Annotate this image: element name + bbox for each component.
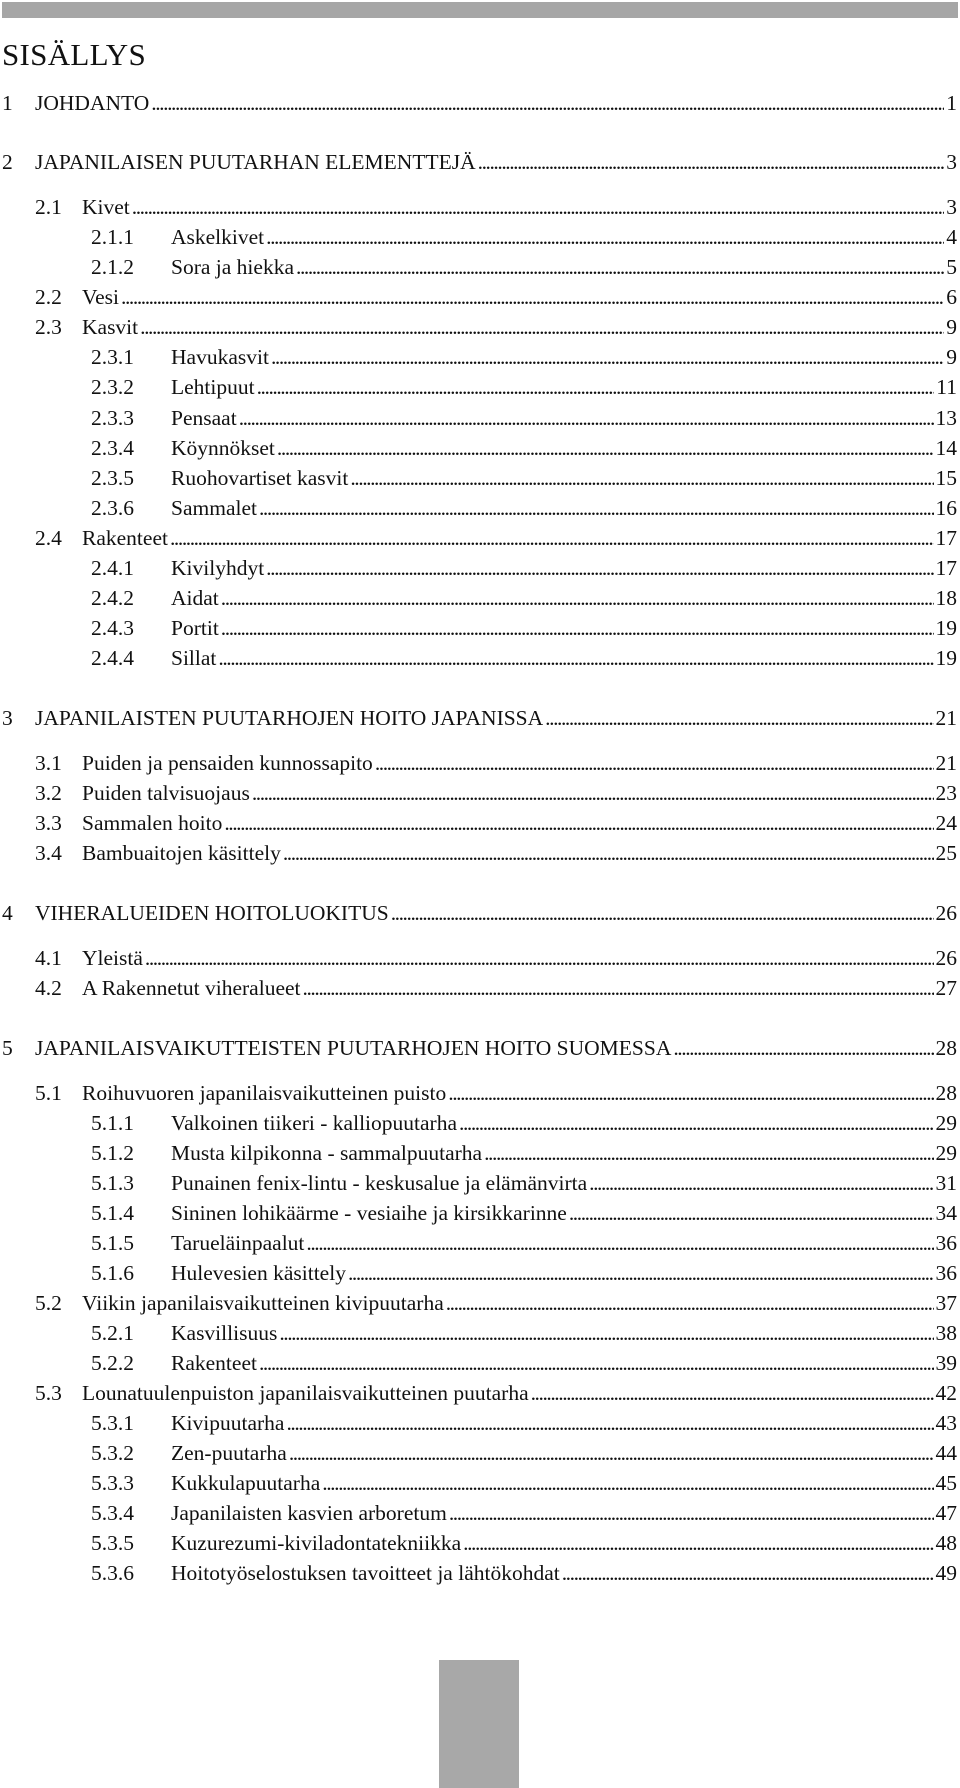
toc-leader-dots <box>531 1379 934 1407</box>
toc-entry-label: Portit <box>171 616 219 640</box>
toc-entry-1[interactable] <box>2 89 957 117</box>
toc-entry-label: Rakenteet <box>171 1351 257 1375</box>
toc-leader-dots <box>277 434 934 462</box>
toc-entry-5-1-5[interactable] <box>91 1229 957 1257</box>
toc-entry-4-2[interactable] <box>35 974 957 1002</box>
toc-entry-label: Sora ja hiekka <box>171 255 294 279</box>
toc-entry-label: JAPANILAISVAIKUTTEISTEN PUUTARHOJEN HOITO SUOMESSA <box>35 1036 672 1060</box>
toc-leader-dots <box>140 313 944 341</box>
toc-entry-label: Vesi <box>82 285 120 309</box>
toc-entry-3-3[interactable] <box>35 809 957 837</box>
toc-entry-label: JAPANILAISEN PUUTARHAN ELEMENTTEJÄ <box>35 150 476 174</box>
toc-entry-page: 23 <box>935 781 957 805</box>
toc-entry-page: 31 <box>935 1171 957 1195</box>
toc-entry-page: 36 <box>935 1261 957 1285</box>
toc-entry-label: Kasvillisuus <box>171 1321 278 1345</box>
toc-entry-page: 28 <box>935 1081 957 1105</box>
toc-entry-5-3-5[interactable] <box>91 1529 957 1557</box>
toc-entry-label: Sammalen hoito <box>82 811 223 835</box>
toc-leader-dots <box>562 1559 934 1587</box>
toc-entry-label: Zen-puutarha <box>171 1441 287 1465</box>
toc-entry-5-1-4[interactable] <box>91 1199 957 1227</box>
toc-entry-5[interactable] <box>2 1034 957 1062</box>
toc-entry-2-3-3[interactable] <box>91 404 957 432</box>
toc-entry-number: 5.3.6 <box>91 1561 134 1585</box>
toc-leader-dots <box>145 944 934 972</box>
toc-entry-number: 4 <box>2 901 13 925</box>
toc-entry-page: 4 <box>946 225 957 249</box>
toc-entry-label: Kukkulapuutarha <box>171 1471 321 1495</box>
toc-entry-2[interactable] <box>2 148 957 176</box>
toc-entry-number: 5 <box>2 1036 13 1060</box>
toc-entry-label: JOHDANTO <box>35 91 150 115</box>
toc-entry-page: 5 <box>946 255 957 279</box>
toc-entry-number: 5.1.5 <box>91 1231 134 1255</box>
toc-entry-number: 2.3.1 <box>91 345 134 369</box>
toc-entry-label: Bambuaitojen käsittely <box>82 841 281 865</box>
toc-entry-number: 5.1 <box>35 1081 62 1105</box>
toc-entry-label: Puiden ja pensaiden kunnossapito <box>82 751 373 775</box>
toc-entry-number: 5.3.3 <box>91 1471 134 1495</box>
toc-entry-page: 29 <box>935 1111 957 1135</box>
toc-entry-number: 5.3.5 <box>91 1531 134 1555</box>
toc-leader-dots <box>271 343 944 371</box>
toc-entry-2-3-2[interactable] <box>91 373 957 401</box>
toc-entry-page: 11 <box>936 375 957 399</box>
toc-entry-number: 2.3.6 <box>91 496 134 520</box>
toc-entry-page: 37 <box>935 1291 957 1315</box>
toc-entry-page: 45 <box>935 1471 957 1495</box>
toc-leader-dots <box>218 644 933 672</box>
toc-entry-3-1[interactable] <box>35 749 957 777</box>
toc-entry-label: Viikin japanilaisvaikutteinen kivipuutarha <box>82 1291 444 1315</box>
toc-entry-number: 2.4 <box>35 526 62 550</box>
toc-leader-dots <box>170 524 934 552</box>
toc-entry-page: 17 <box>935 526 957 550</box>
toc-entry-number: 2.3.3 <box>91 406 134 430</box>
toc-entry-2-3-4[interactable] <box>91 434 957 462</box>
toc-entry-2-1-2[interactable] <box>91 253 957 281</box>
toc-entry-page: 15 <box>935 466 957 490</box>
toc-entry-2-4-1[interactable] <box>91 554 957 582</box>
toc-entry-5-1[interactable] <box>35 1079 957 1107</box>
page-footer-block <box>439 1660 519 1788</box>
page-title: SISÄLLYS <box>2 37 146 72</box>
toc-entry-label: Sininen lohikäärme - vesiaihe ja kirsikkarinne <box>171 1201 567 1225</box>
toc-entry-3[interactable] <box>2 704 957 732</box>
toc-leader-dots <box>283 839 934 867</box>
toc-leader-dots <box>569 1199 934 1227</box>
toc-entry-page: 28 <box>935 1036 957 1060</box>
toc-leader-dots <box>221 614 934 642</box>
toc-leader-dots <box>391 899 934 927</box>
toc-leader-dots <box>224 809 933 837</box>
toc-entry-number: 5.3.4 <box>91 1501 134 1525</box>
toc-entry-label: Köynnökset <box>171 436 275 460</box>
toc-entry-page: 49 <box>935 1561 957 1585</box>
toc-entry-number: 3 <box>2 706 13 730</box>
toc-entry-number: 2.1.1 <box>91 225 134 249</box>
toc-entry-number: 5.1.4 <box>91 1201 134 1225</box>
toc-entry-label: Kivilyhdyt <box>171 556 265 580</box>
toc-entry-page: 47 <box>935 1501 957 1525</box>
toc-entry-5-1-6[interactable] <box>91 1259 957 1287</box>
toc-entry-2-2[interactable] <box>35 283 957 311</box>
toc-entry-2-4-2[interactable] <box>91 584 957 612</box>
toc-entry-page: 39 <box>935 1351 957 1375</box>
toc-entry-label: JAPANILAISTEN PUUTARHOJEN HOITO JAPANISSA <box>35 706 544 730</box>
toc-leader-dots <box>296 253 944 281</box>
toc-entry-number: 2.1.2 <box>91 255 134 279</box>
toc-entry-page: 9 <box>946 345 957 369</box>
toc-leader-dots <box>484 1139 933 1167</box>
toc-entry-label: Ruohovartiset kasvit <box>171 466 349 490</box>
toc-leader-dots <box>463 1529 933 1557</box>
toc-entry-label: Sammalet <box>171 496 257 520</box>
toc-entry-number: 2.1 <box>35 195 62 219</box>
toc-entry-number: 5.1.1 <box>91 1111 134 1135</box>
toc-entry-label: Kasvit <box>82 315 139 339</box>
toc-entry-label: Kivipuutarha <box>171 1411 285 1435</box>
toc-entry-4-1[interactable] <box>35 944 957 972</box>
toc-entry-page: 13 <box>935 406 957 430</box>
toc-entry-page: 21 <box>935 706 957 730</box>
toc-entry-page: 16 <box>935 496 957 520</box>
toc-entry-number: 3.3 <box>35 811 62 835</box>
toc-entry-number: 5.2.1 <box>91 1321 134 1345</box>
toc-leader-dots <box>322 1469 933 1497</box>
toc-entry-5-2-2[interactable] <box>91 1349 957 1377</box>
toc-entry-5-2-1[interactable] <box>91 1319 957 1347</box>
toc-entry-label: Puiden talvisuojaus <box>82 781 250 805</box>
toc-entry-page: 19 <box>935 616 957 640</box>
toc-entry-number: 5.3.1 <box>91 1411 134 1435</box>
toc-entry-label: Havukasvit <box>171 345 269 369</box>
toc-leader-dots <box>348 1259 934 1287</box>
toc-entry-label: Aidat <box>171 586 219 610</box>
toc-leader-dots <box>259 494 934 522</box>
toc-entry-number: 3.1 <box>35 751 62 775</box>
toc-leader-dots <box>286 1409 933 1437</box>
toc-entry-number: 5.2 <box>35 1291 62 1315</box>
toc-leader-dots <box>478 148 945 176</box>
toc-entry-number: 2 <box>2 150 13 174</box>
toc-entry-number: 2.3.2 <box>91 375 134 399</box>
toc-entry-page: 3 <box>946 150 957 174</box>
toc-entry-number: 2.3.5 <box>91 466 134 490</box>
toc-entry-page: 44 <box>935 1441 957 1465</box>
toc-entry-label: Kuzurezumi-kiviladontatekniikka <box>171 1531 462 1555</box>
toc-entry-page: 42 <box>935 1381 957 1405</box>
toc-entry-2-3-5[interactable] <box>91 464 957 492</box>
toc-entry-number: 2.2 <box>35 285 62 309</box>
toc-entry-page: 29 <box>935 1141 957 1165</box>
toc-entry-label: Japanilaisten kasvien arboretum <box>171 1501 447 1525</box>
toc-leader-dots <box>221 584 934 612</box>
toc-leader-dots <box>375 749 934 777</box>
toc-entry-number: 2.3.4 <box>91 436 134 460</box>
toc-entry-number: 2.4.2 <box>91 586 134 610</box>
toc-entry-page: 25 <box>935 841 957 865</box>
toc-entry-number: 2.4.3 <box>91 616 134 640</box>
toc-entry-label: Yleistä <box>82 946 143 970</box>
toc-entry-5-3-4[interactable] <box>91 1499 957 1527</box>
toc-entry-5-1-2[interactable] <box>91 1139 957 1167</box>
toc-entry-4[interactable] <box>2 899 957 927</box>
toc-entry-page: 1 <box>946 91 957 115</box>
toc-entry-label: Valkoinen tiikeri - kalliopuutarha <box>171 1111 457 1135</box>
toc-leader-dots <box>266 223 944 251</box>
toc-entry-number: 1 <box>2 91 13 115</box>
toc-entry-5-3-1[interactable] <box>91 1409 957 1437</box>
toc-entry-3-2[interactable] <box>35 779 957 807</box>
toc-entry-page: 17 <box>935 556 957 580</box>
toc-entry-number: 4.2 <box>35 976 62 1000</box>
toc-entry-label: Punainen fenix-lintu - keskusalue ja elämänvirta <box>171 1171 588 1195</box>
toc-entry-5-1-1[interactable] <box>91 1109 957 1137</box>
toc-leader-dots <box>279 1319 933 1347</box>
toc-entry-number: 5.3.2 <box>91 1441 134 1465</box>
toc-entry-label: Kivet <box>82 195 130 219</box>
toc-leader-dots <box>259 1349 934 1377</box>
toc-entry-5-1-3[interactable] <box>91 1169 957 1197</box>
toc-entry-5-3-6[interactable] <box>91 1559 957 1587</box>
toc-entry-page: 24 <box>935 811 957 835</box>
toc-entry-number: 5.1.3 <box>91 1171 134 1195</box>
toc-entry-number: 5.1.6 <box>91 1261 134 1285</box>
toc-entry-number: 2.4.1 <box>91 556 134 580</box>
toc-leader-dots <box>289 1439 934 1467</box>
toc-entry-label: Pensaat <box>171 406 237 430</box>
toc-entry-label: Rakenteet <box>82 526 168 550</box>
toc-entry-5-2[interactable] <box>35 1289 957 1317</box>
toc-leader-dots <box>121 283 944 311</box>
toc-entry-5-3[interactable] <box>35 1379 957 1407</box>
toc-entry-page: 18 <box>935 586 957 610</box>
toc-entry-2-4[interactable] <box>35 524 957 552</box>
toc-leader-dots <box>151 89 944 117</box>
toc-leader-dots <box>350 464 933 492</box>
toc-entry-number: 2.3 <box>35 315 62 339</box>
toc-entry-page: 36 <box>935 1231 957 1255</box>
toc-entry-number: 2.4.4 <box>91 646 134 670</box>
toc-entry-3-4[interactable] <box>35 839 957 867</box>
toc-entry-page: 34 <box>935 1201 957 1225</box>
toc-leader-dots <box>446 1289 934 1317</box>
toc-entry-number: 5.2.2 <box>91 1351 134 1375</box>
toc-entry-2-4-3[interactable] <box>91 614 957 642</box>
toc-leader-dots <box>303 974 934 1002</box>
toc-entry-number: 5.1.2 <box>91 1141 134 1165</box>
toc-leader-dots <box>239 404 934 432</box>
toc-entry-page: 6 <box>946 285 957 309</box>
toc-entry-label: VIHERALUEIDEN HOITOLUOKITUS <box>35 901 389 925</box>
toc-entry-label: Lehtipuut <box>171 375 255 399</box>
toc-entry-page: 48 <box>935 1531 957 1555</box>
toc-entry-label: Musta kilpikonna - sammalpuutarha <box>171 1141 483 1165</box>
toc-leader-dots <box>673 1034 933 1062</box>
toc-entry-page: 26 <box>935 901 957 925</box>
toc-entry-page: 43 <box>935 1411 957 1435</box>
toc-entry-2-1[interactable] <box>35 193 957 221</box>
toc-entry-page: 27 <box>935 976 957 1000</box>
toc-entry-label: Tarueläinpaalut <box>171 1231 305 1255</box>
toc-entry-label: A Rakennetut viheralueet <box>82 976 301 1000</box>
toc-leader-dots <box>306 1229 933 1257</box>
toc-entry-page: 38 <box>935 1321 957 1345</box>
toc-entry-label: Askelkivet <box>171 225 265 249</box>
toc-entry-number: 4.1 <box>35 946 62 970</box>
toc-entry-page: 26 <box>935 946 957 970</box>
toc-entry-number: 3.4 <box>35 841 62 865</box>
toc-entry-label: Sillat <box>171 646 217 670</box>
toc-entry-label: Hulevesien käsittely <box>171 1261 346 1285</box>
toc-leader-dots <box>257 373 935 401</box>
toc-entry-2-4-4[interactable] <box>91 644 957 672</box>
toc-entry-2-3-1[interactable] <box>91 343 957 371</box>
toc-leader-dots <box>545 704 933 732</box>
toc-entry-label: Hoitotyöselostuksen tavoitteet ja lähtökohdat <box>171 1561 560 1585</box>
toc-entry-page: 9 <box>946 315 957 339</box>
toc-entry-label: Lounatuulenpuiston japanilaisvaikutteinen puutarha <box>82 1381 529 1405</box>
toc-entry-2-3-6[interactable] <box>91 494 957 522</box>
toc-leader-dots <box>132 193 944 221</box>
toc-entry-label: Roihuvuoren japanilaisvaikutteinen puisto <box>82 1081 447 1105</box>
toc-leader-dots <box>589 1169 933 1197</box>
toc-entry-2-1-1[interactable] <box>91 223 957 251</box>
toc-leader-dots <box>459 1109 934 1137</box>
toc-leader-dots <box>448 1079 933 1107</box>
toc-leader-dots <box>252 779 934 807</box>
toc-entry-5-3-2[interactable] <box>91 1439 957 1467</box>
toc-entry-page: 19 <box>935 646 957 670</box>
toc-leader-dots <box>449 1499 934 1527</box>
toc-entry-5-3-3[interactable] <box>91 1469 957 1497</box>
toc-leader-dots <box>266 554 933 582</box>
toc-entry-number: 5.3 <box>35 1381 62 1405</box>
toc-entry-page: 21 <box>935 751 957 775</box>
toc-entry-number: 3.2 <box>35 781 62 805</box>
toc-entry-page: 14 <box>935 436 957 460</box>
toc-entry-2-3[interactable] <box>35 313 957 341</box>
toc-entry-page: 3 <box>946 195 957 219</box>
